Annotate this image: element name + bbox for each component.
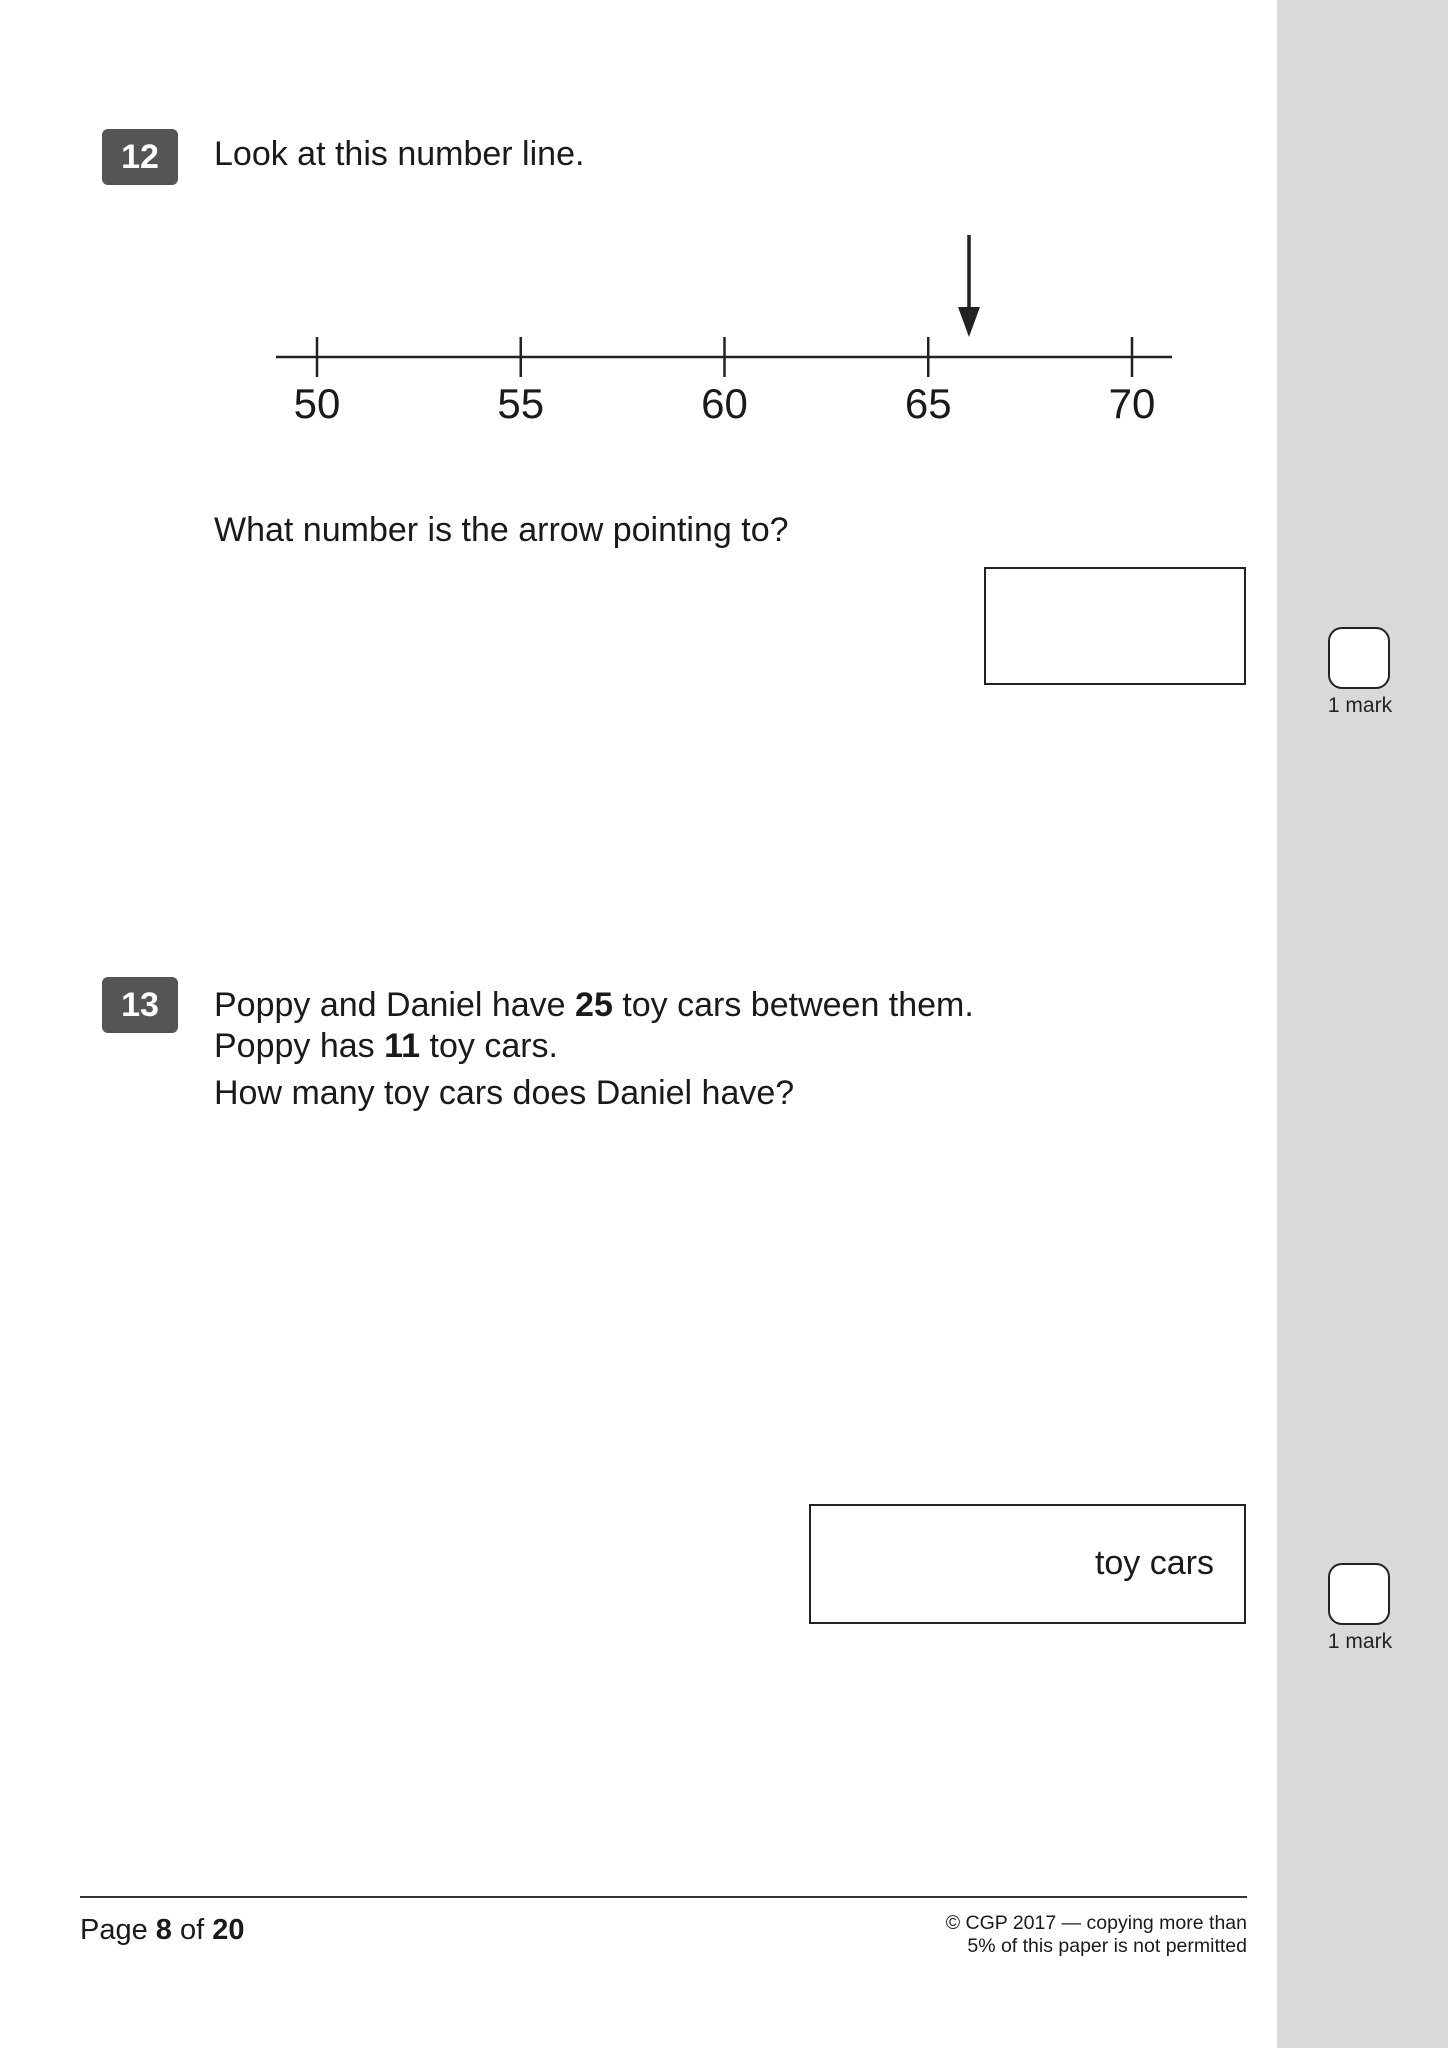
question-13-number: 13 [102,977,178,1033]
question-13-line-1: Poppy and Daniel have 25 toy cars between them. [214,986,974,1024]
number-line-ticks [294,337,1156,427]
copyright-notice: © CGP 2017 — copying more than 5% of this paper is not permitted [945,1912,1247,1957]
question-13-mark-box [1328,1563,1390,1625]
question-12-answer-box[interactable] [984,567,1246,685]
tick-label: 50 [293,380,341,427]
tick-label: 65 [904,380,952,427]
question-13-mark-label: 1 mark [1327,1630,1393,1653]
question-12-mark-label: 1 mark [1327,694,1393,717]
tick-label: 55 [497,380,545,427]
question-13-answer-box[interactable] [809,1504,1246,1624]
answer-unit-label: toy cars [1094,1544,1214,1582]
tick-label: 60 [701,380,748,427]
footer-divider [80,1896,1247,1898]
question-13-text: How many toy cars does Daniel have? [214,1074,795,1112]
question-12-text: What number is the arrow pointing to? [214,511,789,549]
question-12-number: 12 [102,129,178,185]
question-12-prompt: Look at this number line. [214,135,585,173]
page-number: Page 8 of 20 [80,1914,245,1946]
number-line [0,0,1448,460]
tick-label: 70 [1108,380,1156,427]
question-12-mark-box [1328,627,1390,689]
arrow-icon [958,235,980,337]
question-13-line-2: Poppy has 11 toy cars. [214,1027,559,1065]
